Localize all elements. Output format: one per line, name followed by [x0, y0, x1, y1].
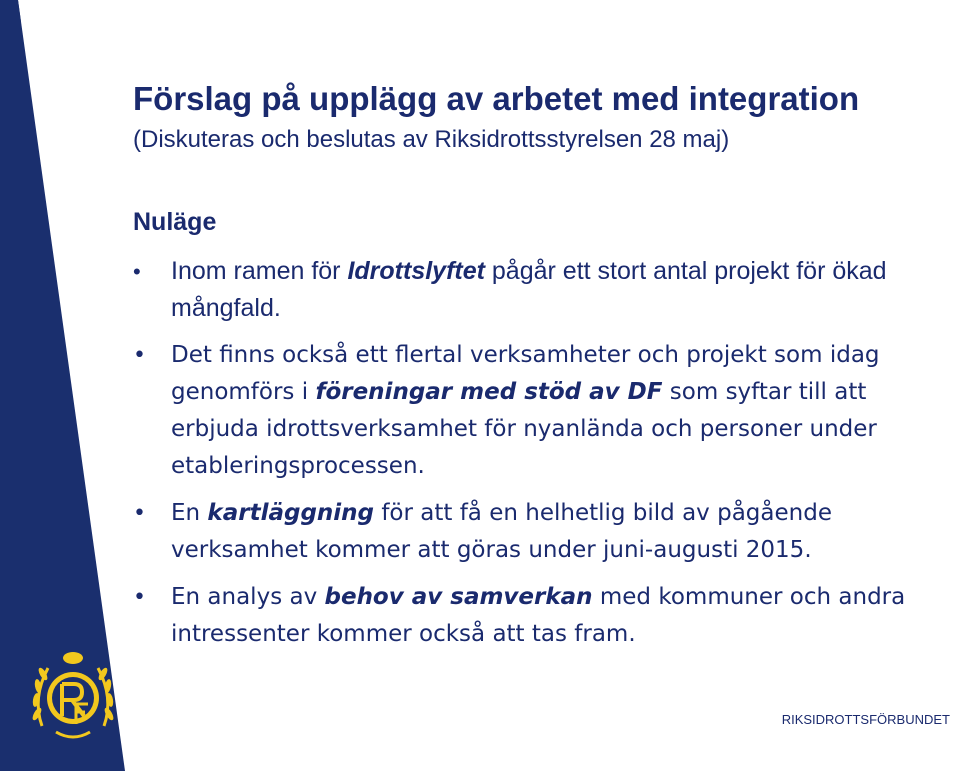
bullet-emphasis: behov av samverkan — [324, 584, 593, 610]
bullet-dot-icon: • — [133, 259, 141, 284]
bullet-emphasis: Idrottslyftet — [347, 257, 485, 285]
bullet-dot-icon: • — [133, 501, 146, 526]
bullet-text-pre: Inom ramen för — [171, 257, 348, 285]
bullet-item — [133, 579, 953, 653]
bullet-dot-icon: • — [133, 585, 146, 610]
bullet-text-post: med kommuner och andra intressenter kommer också att tas fram. — [171, 584, 906, 647]
bullet-item — [133, 337, 953, 485]
footer-brand: RIKSIDROTTSFÖRBUNDET — [781, 712, 950, 727]
bullet-text-post: som syftar till att erbjuda idrottsverksamhet för nyanlända och personer under etableringsprocessen. — [171, 379, 877, 479]
bullet-text-pre: En analys av — [171, 584, 325, 610]
bullet-text-post: för att få en helhetlig bild av pågående verksamhet kommer att göras under juni-augusti 2015. — [171, 500, 832, 563]
bullet-text-pre: Det finns också ett flertal verksamheter och projekt som idag genomförs i — [171, 342, 880, 405]
bullet-item — [133, 253, 953, 327]
bullet-emphasis: kartläggning — [207, 500, 375, 526]
bullet-text-pre: En — [171, 500, 208, 526]
bullet-emphasis: föreningar med stöd av DF — [315, 379, 663, 405]
slide-subtitle: (Diskuteras och beslutas av Riksidrottsstyrelsen 28 maj) — [133, 126, 730, 153]
bullet-text-post: pågår ett stort antal projekt för ökad mångfald. — [171, 257, 887, 322]
bullet-dot-icon: • — [133, 343, 146, 368]
bullet-item — [133, 495, 953, 569]
section-heading: Nuläge — [133, 208, 217, 236]
rf-laurel-logo-icon — [28, 646, 118, 746]
bullet-list — [133, 253, 953, 663]
slide-title: Förslag på upplägg av arbetet med integration — [133, 80, 860, 117]
